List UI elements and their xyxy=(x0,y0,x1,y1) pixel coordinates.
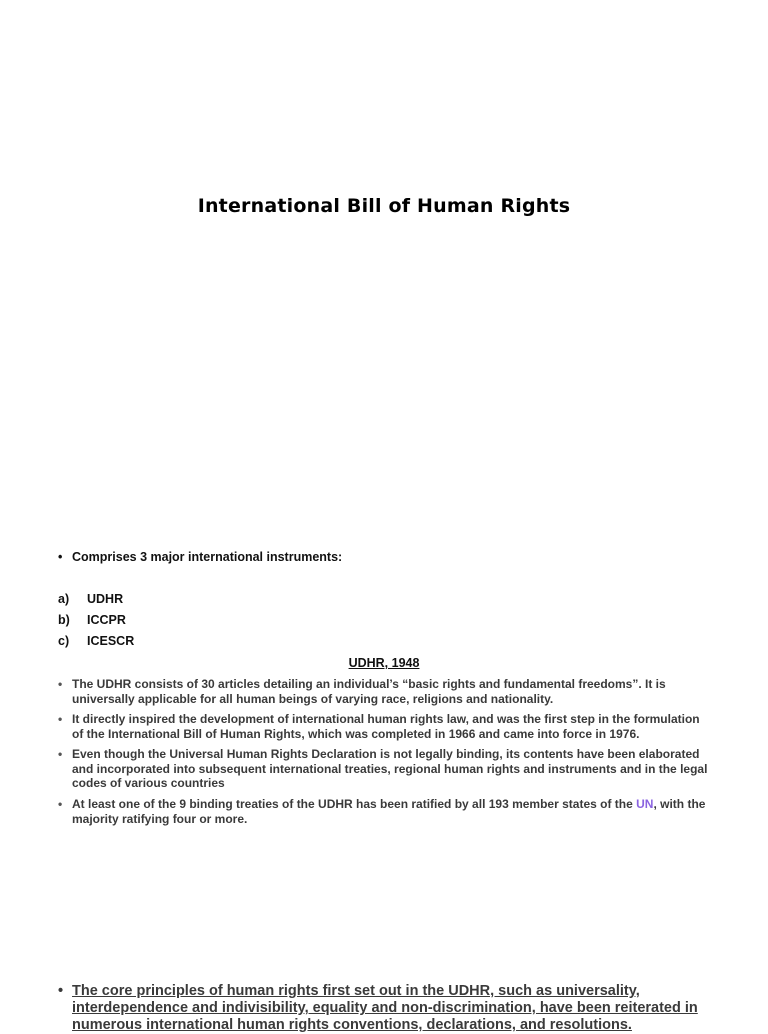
bullet-text xyxy=(72,797,708,826)
document-title: International Bill of Human Rights xyxy=(197,195,571,217)
un-link[interactable]: UN xyxy=(636,797,654,811)
list-label: ICESCR xyxy=(87,634,135,648)
udhr-bullet xyxy=(58,747,708,791)
list-marker: c) xyxy=(58,634,70,648)
core-principles-text: The core principles of human rights first set out in the UDHR, such as universality, interdependence and indivisibility, equality and non-discrimination, have been reiterated in numerous international human rights conventions, declarations, and resolutions. xyxy=(72,983,698,1033)
udhr-heading xyxy=(0,656,768,670)
bullet-marker: • xyxy=(58,712,63,726)
bullet-marker: • xyxy=(58,797,63,811)
list-marker: b) xyxy=(58,613,70,627)
bullet-text: The UDHR consists of 30 articles detailing an individual’s “basic rights and fundamental freedoms”. It is universally applicable for all human beings of varying race, religions and nationality. xyxy=(72,677,666,706)
bullet-text: It directly inspired the development of international human rights law, and was the first step in the formulation of the International Bill of Human Rights, which was completed in 1966 and came into force in 1976. xyxy=(72,712,700,741)
udhr-bullet xyxy=(58,677,708,706)
core-principles-bullet xyxy=(58,983,708,1034)
bullet-marker: • xyxy=(58,747,63,761)
bullet-text-end: , with the majority ratifying four or more. xyxy=(72,797,706,826)
list-marker: a) xyxy=(58,592,70,606)
bullet-marker: • xyxy=(58,677,63,691)
bullet-text-start: At least one of the 9 binding treaties of the UDHR has been ratified by all 193 member states of the xyxy=(72,797,637,811)
intro-text: Comprises 3 major international instruments: xyxy=(72,550,343,564)
bullet-marker: • xyxy=(58,550,63,564)
bullet-text: Even though the Universal Human Rights Declaration is not legally binding, its contents have been elaborated and incorporated into subsequent international treaties, regional human rights and instruments and in the legal codes of various countries xyxy=(72,747,708,790)
bullet-marker: • xyxy=(58,983,64,999)
list-label: UDHR xyxy=(87,592,124,606)
udhr-bullet xyxy=(58,712,708,741)
udhr-heading-text: UDHR, 1948 xyxy=(348,656,420,670)
udhr-bullet xyxy=(58,797,708,826)
list-label: ICCPR xyxy=(87,613,126,627)
